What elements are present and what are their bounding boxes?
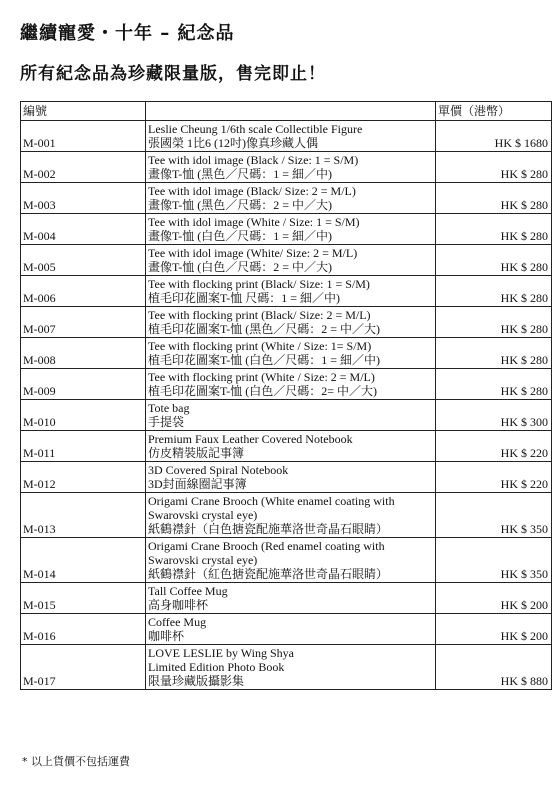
item-description	[146, 614, 436, 645]
item-price: HK $ 280	[436, 183, 552, 214]
item-description	[146, 338, 436, 369]
item-description	[146, 307, 436, 338]
item-description	[146, 183, 436, 214]
item-name-chinese: 紙鶴襟針（紅色搪瓷配施華洛世奇晶石眼睛）	[148, 567, 389, 581]
page-subtitle: 所有紀念品為珍藏限量版，售完即止！	[20, 64, 326, 84]
item-price: HK $ 220	[436, 431, 552, 462]
header-description	[146, 102, 436, 121]
item-name-english: 3D Covered Spiral Notebook	[148, 463, 289, 477]
item-name-chinese: 3D封面線圈記事簿	[148, 477, 247, 491]
item-name-english: Tee with idol image (Black / Size: 1 = S/M)	[148, 153, 359, 167]
table-row	[21, 338, 552, 369]
table-header-row	[21, 102, 552, 121]
item-code: M-013	[21, 493, 146, 538]
table-row	[21, 645, 552, 690]
item-name-english: Premium Faux Leather Covered Notebook	[148, 432, 353, 446]
item-name-english: Coffee Mug	[148, 615, 207, 629]
item-price: HK $ 280	[436, 369, 552, 400]
item-description	[146, 214, 436, 245]
item-description	[146, 538, 436, 583]
item-name-chinese: 畫像T-恤 (白色／尺碼：1 = 細／中)	[148, 229, 332, 243]
item-name-chinese: 咖啡杯	[148, 629, 185, 643]
item-name-chinese: 畫像T-恤 (黑色／尺碼：1 = 細／中)	[148, 167, 332, 181]
merchandise-price-table	[20, 101, 552, 690]
item-description	[146, 276, 436, 307]
item-name-english: Origami Crane Brooch (White enamel coating with	[148, 494, 395, 508]
table-row	[21, 369, 552, 400]
item-price: HK $ 280	[436, 338, 552, 369]
item-code: M-006	[21, 276, 146, 307]
item-code: M-001	[21, 121, 146, 152]
item-code: M-016	[21, 614, 146, 645]
item-name-english: Tee with flocking print (White / Size: 2 = M/L)	[148, 370, 375, 384]
item-price: HK $ 280	[436, 307, 552, 338]
item-price: HK $ 280	[436, 276, 552, 307]
item-name-english: LOVE LESLIE by Wing Shya	[148, 646, 294, 660]
item-description	[146, 400, 436, 431]
table-row	[21, 538, 552, 583]
item-name-english-continued: Swarovski crystal eye)	[148, 508, 258, 522]
item-name-english: Tee with flocking print (White / Size: 1= S/M)	[148, 339, 372, 353]
item-code: M-004	[21, 214, 146, 245]
table-row	[21, 121, 552, 152]
table-row	[21, 614, 552, 645]
item-name-chinese: 畫像T-恤 (白色／尺碼：2 = 中／大)	[148, 260, 332, 274]
item-price: HK $ 880	[436, 645, 552, 690]
item-price: HK $ 280	[436, 214, 552, 245]
item-name-english: Tee with flocking print (Black/ Size: 2 = M/L)	[148, 308, 371, 322]
item-code: M-003	[21, 183, 146, 214]
item-code: M-014	[21, 538, 146, 583]
item-code: M-005	[21, 245, 146, 276]
header-code: 編號	[21, 102, 146, 121]
item-name-english: Leslie Cheung 1/6th scale Collectible Figure	[148, 122, 363, 136]
item-name-english: Tee with idol image (White / Size: 1 = S/M)	[148, 215, 360, 229]
item-name-english: Tee with idol image (Black/ Size: 2 = M/L)	[148, 184, 356, 198]
table-row	[21, 183, 552, 214]
item-code: M-010	[21, 400, 146, 431]
item-code: M-017	[21, 645, 146, 690]
item-price: HK $ 220	[436, 462, 552, 493]
item-name-english: Tote bag	[148, 401, 190, 415]
item-price: HK $ 350	[436, 538, 552, 583]
table-row	[21, 462, 552, 493]
item-name-english-continued: Limited Edition Photo Book	[148, 660, 285, 674]
table-row	[21, 493, 552, 538]
item-code: M-008	[21, 338, 146, 369]
item-description	[146, 245, 436, 276]
table-row	[21, 307, 552, 338]
item-name-chinese: 仿皮精裝版記事簿	[148, 446, 245, 460]
shipping-footnote: * 以上貨價不包括運費	[22, 755, 130, 768]
item-code: M-011	[21, 431, 146, 462]
item-description	[146, 431, 436, 462]
item-description	[146, 493, 436, 538]
page-title: 繼續寵愛・十年 – 紀念品	[20, 23, 235, 44]
item-name-chinese: 限量珍藏版攝影集	[148, 674, 245, 688]
item-code: M-012	[21, 462, 146, 493]
item-description	[146, 369, 436, 400]
item-name-english: Tee with idol image (White/ Size: 2 = M/L)	[148, 246, 358, 260]
item-price: HK $ 300	[436, 400, 552, 431]
item-price: HK $ 280	[436, 245, 552, 276]
item-price: HK $ 200	[436, 614, 552, 645]
header-price: 單價（港幣）	[436, 102, 552, 121]
item-name-chinese: 植毛印花圖案T-恤 (白色／尺碼：2= 中／大)	[148, 384, 377, 398]
item-name-english: Tall Coffee Mug	[148, 584, 228, 598]
table-row	[21, 152, 552, 183]
item-name-english: Origami Crane Brooch (Red enamel coating with	[148, 539, 385, 553]
item-code: M-009	[21, 369, 146, 400]
item-name-chinese: 高身咖啡杯	[148, 598, 209, 612]
table-row	[21, 276, 552, 307]
item-name-chinese: 植毛印花圖案T-恤 (黑色／尺碼：2 = 中／大)	[148, 322, 380, 336]
item-description	[146, 121, 436, 152]
item-name-chinese: 植毛印花圖案T-恤 尺碼：1 = 細／中)	[148, 291, 340, 305]
item-name-chinese: 張國榮 1比6 (12吋)像真珍藏人偶	[148, 136, 318, 150]
item-price: HK $ 350	[436, 493, 552, 538]
item-name-chinese: 紙鶴襟針（白色搪瓷配施華洛世奇晶石眼睛）	[148, 522, 389, 536]
item-description	[146, 583, 436, 614]
item-code: M-015	[21, 583, 146, 614]
item-price: HK $ 200	[436, 583, 552, 614]
item-name-chinese: 畫像T-恤 (黑色／尺碼：2 = 中／大)	[148, 198, 332, 212]
item-name-chinese: 手提袋	[148, 415, 185, 429]
item-name-chinese: 植毛印花圖案T-恤 (白色／尺碼：1 = 細／中)	[148, 353, 380, 367]
item-price: HK $ 280	[436, 152, 552, 183]
table-row	[21, 431, 552, 462]
item-description	[146, 462, 436, 493]
table-row	[21, 583, 552, 614]
item-name-english-continued: Swarovski crystal eye)	[148, 553, 258, 567]
item-description	[146, 645, 436, 690]
table-row	[21, 245, 552, 276]
item-description	[146, 152, 436, 183]
table-row	[21, 400, 552, 431]
item-price: HK $ 1680	[436, 121, 552, 152]
item-name-english: Tee with flocking print (Black/ Size: 1 = S/M)	[148, 277, 370, 291]
item-code: M-007	[21, 307, 146, 338]
table-row	[21, 214, 552, 245]
item-code: M-002	[21, 152, 146, 183]
